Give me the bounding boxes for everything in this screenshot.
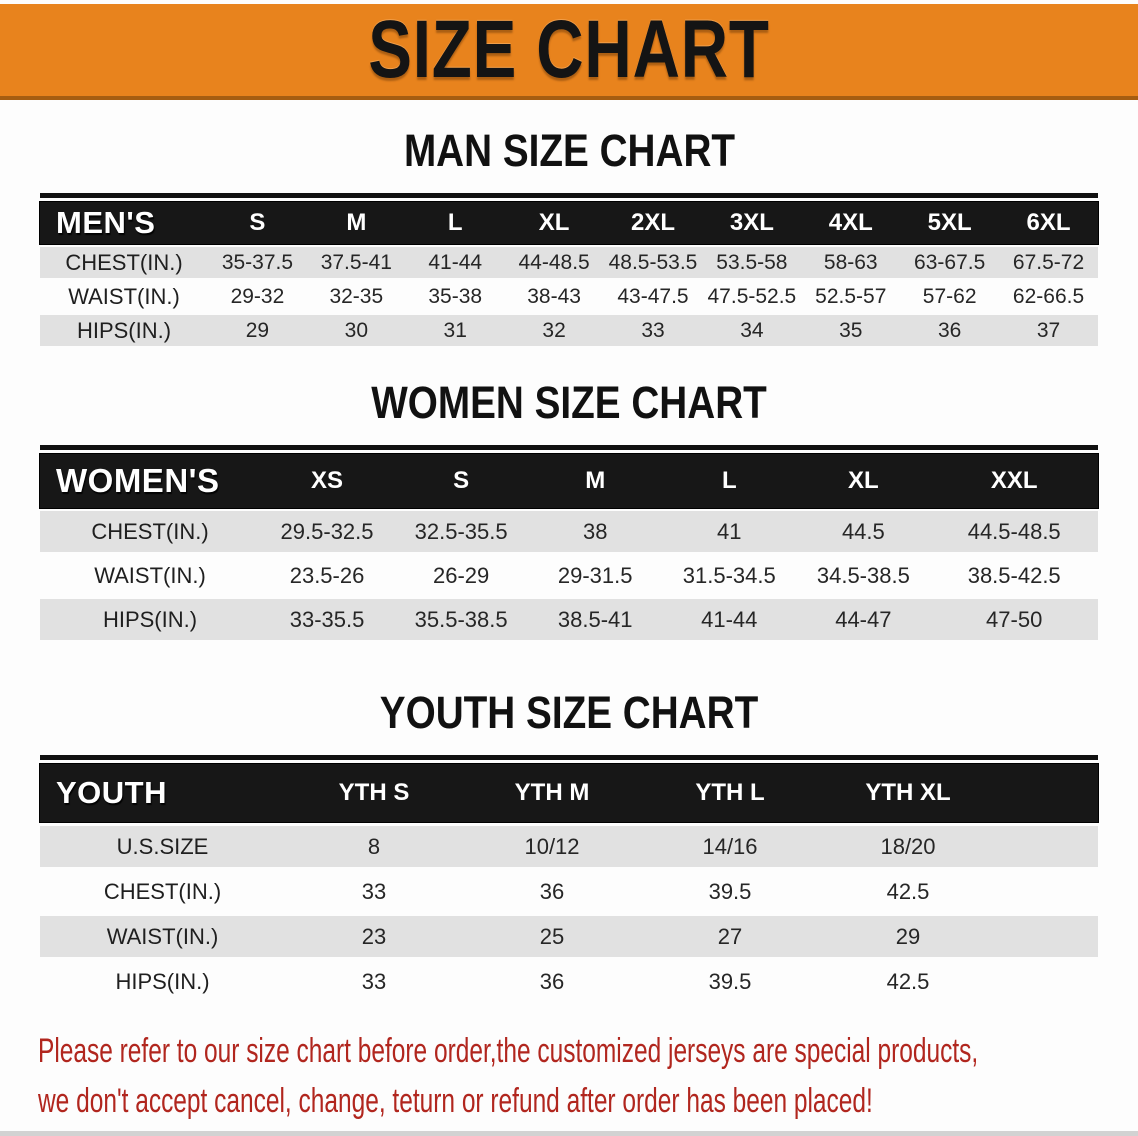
table-cell: 38-43	[527, 284, 581, 308]
table-cell: 63-67.5	[914, 250, 986, 274]
table-cell: 47-50	[986, 606, 1043, 632]
table-cell: 52.5-57	[815, 284, 887, 308]
women-hips-row	[40, 599, 1098, 640]
youth-size-table	[40, 755, 1098, 1002]
women-waist-row	[40, 555, 1098, 596]
row-label: CHEST(IN.)	[103, 878, 222, 904]
table-cell: 41	[717, 518, 742, 544]
table-cell: 58-63	[823, 250, 878, 274]
table-cell: 29.5-32.5	[280, 518, 374, 544]
table-cell: 32	[542, 318, 566, 342]
youth-ussize-row	[40, 826, 1098, 867]
section-heading-men-text: MAN SIZE CHART	[403, 125, 735, 176]
table-cell: 8	[367, 833, 381, 859]
table-cell: 35-37.5	[221, 250, 294, 274]
women-col-xs: XS	[311, 467, 344, 494]
women-col-xxl: XXL	[990, 467, 1038, 494]
table-cell: 38.5-41	[557, 606, 633, 632]
women-size-table	[40, 445, 1098, 640]
table-cell: 33	[361, 878, 387, 904]
disclaimer-line-1-text: Please refer to our size chart before order,the customized jerseys are special products,	[38, 1032, 979, 1070]
table-cell: 35.5-38.5	[414, 606, 508, 632]
table-cell: 23	[361, 923, 387, 949]
table-cell: 29-32	[230, 284, 285, 308]
row-label: HIPS(IN.)	[102, 606, 198, 632]
row-label: CHEST(IN.)	[91, 518, 209, 544]
row-label: WAIST(IN.)	[68, 283, 180, 309]
table-cell: 26-29	[432, 562, 490, 588]
disclaimer-line-2	[38, 1076, 1138, 1126]
youth-col-l: YTH L	[695, 779, 765, 806]
table-cell: 32-35	[329, 284, 384, 308]
table-cell: 41-44	[701, 606, 758, 632]
disclaimer-text	[38, 1026, 1138, 1126]
disclaimer-line-2-text: we don't accept cancel, change, teturn or refund after order has been placed!	[38, 1082, 873, 1120]
table-cell: 67.5-72	[1012, 250, 1085, 274]
women-table-top-rule	[40, 445, 1098, 450]
men-waist-row	[40, 281, 1098, 312]
table-cell: 36	[539, 878, 565, 904]
page-title: SIZE CHART	[368, 4, 770, 95]
youth-hips-row	[40, 961, 1098, 1002]
men-col-2xl: 2XL	[630, 209, 675, 236]
youth-col-xl: YTH XL	[865, 779, 951, 806]
women-col-xl: XL	[848, 467, 879, 494]
table-cell: 31.5-34.5	[682, 562, 776, 588]
men-col-m: M	[346, 209, 367, 236]
table-cell: 27	[717, 923, 743, 949]
table-cell: 53.5-58	[716, 250, 788, 274]
row-label: HIPS(IN.)	[115, 968, 210, 994]
table-cell: 44-47	[835, 606, 892, 632]
men-chest-row	[40, 247, 1098, 278]
table-cell: 35-38	[428, 284, 483, 308]
disclaimer-line-1	[38, 1026, 1138, 1076]
table-cell: 14/16	[702, 833, 758, 859]
women-table-header-row	[40, 454, 1098, 508]
table-cell: 23.5-26	[289, 562, 365, 588]
table-cell: 44-48.5	[518, 250, 590, 274]
table-cell: 42.5	[886, 878, 930, 904]
table-cell: 44.5	[841, 518, 885, 544]
table-cell: 38	[582, 518, 608, 544]
women-col-l: L	[721, 467, 737, 494]
men-col-s: S	[249, 209, 266, 236]
women-chest-row	[40, 511, 1098, 552]
table-cell: 33-35.5	[289, 606, 365, 632]
table-cell: 41-44	[428, 250, 483, 274]
table-cell: 34	[740, 318, 764, 342]
table-cell: 29	[895, 923, 921, 949]
men-col-xl: XL	[538, 209, 570, 236]
table-cell: 37.5-41	[320, 250, 392, 274]
table-cell: 39.5	[708, 878, 752, 904]
banner	[0, 4, 1138, 100]
youth-col-s: YTH S	[338, 779, 410, 806]
men-size-table	[40, 193, 1098, 346]
table-cell: 29	[245, 318, 270, 342]
table-cell: 44.5-48.5	[967, 518, 1061, 544]
men-corner-label: MEN'S	[56, 205, 156, 240]
table-cell: 36	[937, 318, 962, 342]
men-table-header-row	[40, 202, 1098, 244]
section-heading-youth-text: YOUTH SIZE CHART	[379, 687, 759, 738]
table-cell: 48.5-53.5	[608, 250, 698, 274]
section-heading-youth	[0, 687, 1138, 739]
youth-waist-row	[40, 916, 1098, 957]
women-col-m: M	[585, 467, 606, 494]
men-col-5xl: 5XL	[927, 209, 972, 236]
table-cell: 32.5-35.5	[414, 518, 508, 544]
section-heading-men	[0, 125, 1138, 177]
women-col-s: S	[453, 467, 470, 494]
table-cell: 47.5-52.5	[707, 284, 797, 308]
table-cell: 57-62	[922, 284, 977, 308]
section-heading-women-text: WOMEN SIZE CHART	[371, 377, 767, 428]
table-cell: 35	[839, 318, 863, 342]
table-cell: 42.5	[886, 968, 930, 994]
row-label: U.S.SIZE	[116, 833, 209, 859]
table-cell: 33	[361, 968, 387, 994]
table-cell: 34.5-38.5	[816, 562, 910, 588]
table-cell: 31	[443, 318, 467, 342]
table-cell: 18/20	[880, 833, 936, 859]
table-cell: 25	[539, 923, 565, 949]
table-cell: 29-31.5	[557, 562, 633, 588]
men-col-6xl: 6XL	[1026, 209, 1071, 236]
men-hips-row	[40, 315, 1098, 346]
table-cell: 36	[539, 968, 565, 994]
youth-table-top-rule	[40, 755, 1098, 760]
table-cell: 33	[641, 318, 665, 342]
youth-corner-label: YOUTH	[56, 775, 167, 810]
table-cell: 38.5-42.5	[967, 562, 1061, 588]
section-heading-women	[0, 377, 1138, 429]
youth-chest-row	[40, 871, 1098, 912]
table-cell: 30	[344, 318, 368, 342]
table-cell: 37	[1036, 318, 1061, 342]
men-col-4xl: 4XL	[828, 209, 873, 236]
youth-col-m: YTH M	[514, 779, 590, 806]
row-label: CHEST(IN.)	[65, 249, 183, 275]
men-col-l: L	[447, 209, 463, 236]
table-cell: 62-66.5	[1012, 284, 1085, 308]
women-corner-label: WOMEN'S	[56, 462, 220, 499]
table-cell: 43-47.5	[617, 284, 689, 308]
youth-table-header-row	[40, 764, 1098, 822]
row-label: HIPS(IN.)	[76, 317, 172, 343]
table-cell: 39.5	[708, 968, 752, 994]
table-cell: 10/12	[524, 833, 580, 859]
row-label: WAIST(IN.)	[106, 923, 219, 949]
row-label: WAIST(IN.)	[94, 562, 206, 588]
men-table-top-rule	[40, 193, 1098, 198]
men-col-3xl: 3XL	[729, 209, 774, 236]
